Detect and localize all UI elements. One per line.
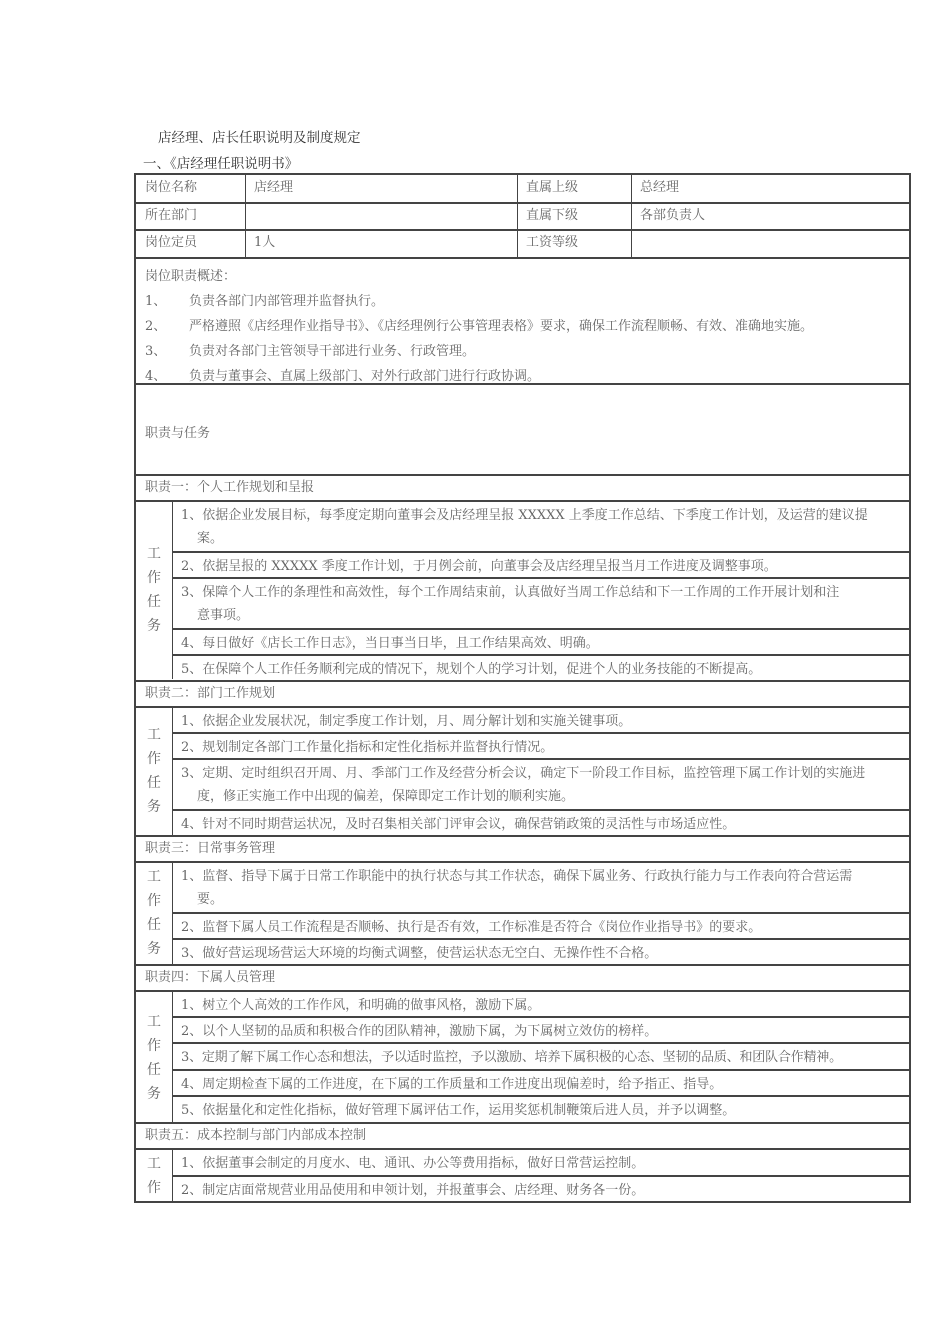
task-item: 2、以个人坚韧的品质和积极合作的团队精神，激励下属，为下属树立效仿的榜样。 [181, 1024, 658, 1039]
summary-heading: 岗位职责概述： [145, 269, 237, 284]
work-task-label: 工作任务 [136, 862, 173, 964]
duties-heading: 职责与任务 [145, 426, 211, 441]
info-value: 店经理 [254, 180, 294, 195]
duty-title: 职责三：日常事务管理 [145, 841, 276, 856]
info-value [245, 203, 254, 229]
task-item: 1、依据企业发展目标，每季度定期向董事会及店经理呈报 XXXXX 上季度工作总结、下季度工作计划，及运营的建议提 案。 [181, 508, 868, 546]
task-item: 3、定期、定时组织召开周、月、季部门工作及经营分析会议，确定下一阶段工作目标，监控管理下属工作计划的实施进 度，修正实施工作中出现的偏差，保障即定工作计划的顺利实施。 [181, 766, 866, 804]
task-item: 4、每日做好《店长工作日志》，当日事当日毕，且工作结果高效、明确。 [181, 636, 599, 651]
task-item: 2、规划制定各部门工作量化指标和定性化指标并监督执行情况。 [181, 740, 554, 755]
info-value [631, 230, 640, 257]
task-item: 2、监督下属人员工作流程是否顺畅、执行是否有效，工作标准是否符合《岗位作业指导书》的要求。 [181, 920, 762, 935]
task-item: 4、周定期检查下属的工作进度，在下属的工作质量和工作进度出现偏差时，给予指正、指导。 [181, 1077, 723, 1092]
summary-item: 1、 负责各部门内部管理并监督执行。 [145, 294, 385, 309]
job-description-table [134, 173, 911, 1203]
info-label: 直属上级 [526, 180, 579, 195]
task-item: 3、定期了解下属工作心态和想法，予以适时监控，予以激励、培养下属积极的心态、坚韧的品质、和团队合作精神。 [181, 1050, 842, 1065]
work-task-label: 工作任务 [136, 501, 173, 679]
task-item: 1、依据企业发展状况，制定季度工作计划，月、周分解计划和实施关键事项。 [181, 714, 632, 729]
duty-title: 职责四：下属人员管理 [145, 970, 276, 985]
duty-summary [136, 259, 909, 383]
task-item: 5、在保障个人工作任务顺利完成的情况下，规划个人的学习计划，促进个人的业务技能的不断提高。 [181, 662, 762, 677]
task-item: 2、依据呈报的 XXXXX 季度工作计划，于月例会前，向董事会及店经理呈报当月工作进度及调整事项。 [181, 559, 777, 574]
task-item: 1、依据董事会制定的月度水、电、通讯、办公等费用指标，做好日常营运控制。 [181, 1156, 645, 1171]
summary-item: 3、 负责对各部门主管领导干部进行业务、行政管理。 [145, 344, 476, 359]
info-row [136, 230, 909, 257]
task-item: 5、依据量化和定性化指标，做好管理下属评估工作，运用奖惩机制鞭策后进人员，并予以调整。 [181, 1103, 736, 1118]
section-title: 一、《店经理任职说明书》 [143, 156, 299, 172]
work-task-label: 工作任务 [136, 991, 173, 1124]
duty-title: 职责一：个人工作规划和呈报 [145, 480, 315, 495]
info-label: 岗位名称 [145, 180, 198, 195]
document-title: 店经理、店长任职说明及制度规定 [158, 130, 361, 146]
duty-title: 职责二：部门工作规划 [145, 686, 276, 701]
info-label: 岗位定员 [145, 235, 198, 250]
task-item: 4、针对不同时期营运状况，及时召集相关部门评审会议，确保营销政策的灵活性与市场适应性。 [181, 817, 736, 832]
info-row [136, 203, 909, 229]
info-row [136, 175, 909, 202]
work-task-label: 工作 [136, 1149, 173, 1203]
duty-title: 职责五：成本控制与部门内部成本控制 [145, 1128, 367, 1143]
info-label: 直属下级 [526, 208, 579, 223]
summary-item: 4、 负责与董事会、直属上级部门、对外行政部门进行行政协调。 [145, 369, 541, 384]
summary-item: 2、 严格遵照《店经理作业指导书》、《店经理例行公事管理表格》要求，确保工作流程顺畅、有效、准确地实施。 [145, 319, 814, 334]
task-item: 3、保障个人工作的条理性和高效性，每个工作周结束前，认真做好当周工作总结和下一工作周的工作开展计划和注 意事项。 [181, 585, 840, 623]
task-item: 2、制定店面常规营业用品使用和申领计划，并报董事会、店经理、财务各一份。 [181, 1183, 645, 1198]
info-value: 各部负责人 [640, 208, 706, 223]
info-label: 所在部门 [145, 208, 198, 223]
info-value: 总经理 [640, 180, 680, 195]
task-item: 1、监督、指导下属于日常工作职能中的执行状态与其工作状态，确保下属业务、行政执行能力与工作表向符合营运需 要。 [181, 869, 853, 907]
task-item: 3、做好营运现场营运大环境的均衡式调整，使营运状态无空白、无操作性不合格。 [181, 946, 658, 961]
info-value: 1人 [254, 235, 276, 250]
work-task-label: 工作任务 [136, 707, 173, 835]
info-label: 工资等级 [526, 235, 579, 250]
task-item: 1、树立个人高效的工作作风，和明确的做事风格，激励下属。 [181, 998, 541, 1013]
